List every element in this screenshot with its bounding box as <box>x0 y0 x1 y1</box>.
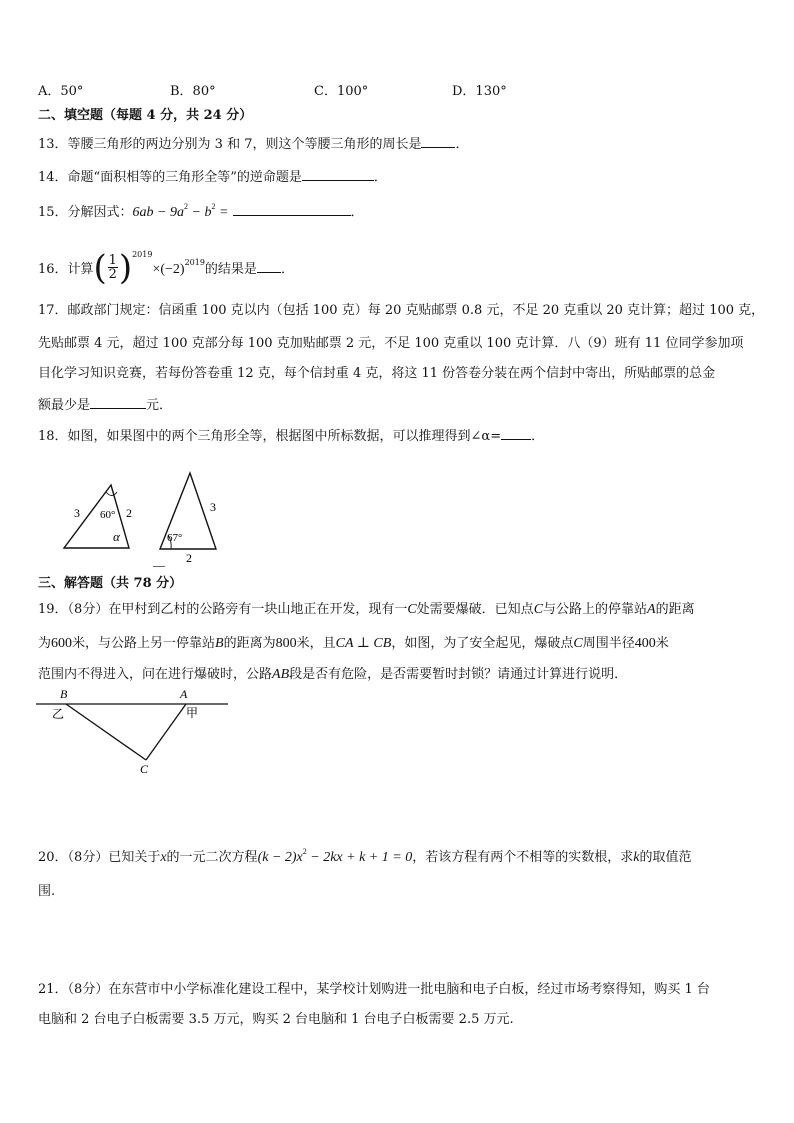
right-triangle-angle-67: 67° <box>167 532 183 544</box>
answer-options-row <box>38 84 738 100</box>
question-16-suffix: 的结果是 <box>204 262 257 277</box>
q19-point-c: C <box>573 636 583 651</box>
label-c: C <box>140 762 149 776</box>
q19-text-h: 米，且 <box>296 636 336 651</box>
label-jia: 甲 <box>186 706 199 720</box>
right-triangle-base-2: 2 <box>186 551 192 565</box>
expr-part-2: − b <box>188 205 212 220</box>
question-19-line-1 <box>38 602 695 618</box>
label-a: A <box>180 687 188 701</box>
power-2019-a: 2019 <box>132 250 153 259</box>
question-15-end: ． <box>350 205 364 220</box>
q19-text-d: 的距离 <box>655 602 695 617</box>
question-14-text: 14．命题“面积相等的三角形全等”的逆命题是 <box>38 170 302 185</box>
question-19-line-3 <box>38 667 627 683</box>
exponent-2: 2 <box>211 202 216 211</box>
option-c[interactable]: C．100° <box>314 84 369 99</box>
q19-distance-800: 800 <box>275 636 297 651</box>
times-minus-two: ×(−2) <box>152 262 185 277</box>
q19-text-i: ，如图，为了安全起见，爆破点 <box>391 636 574 651</box>
question-17-line-1: 17．邮政部门规定：信函重 100 克以内（包括 100 克）每 20 克贴邮票 0.8 元，不足 20 克重以 20 克计算；超过 100 克， <box>38 303 765 318</box>
question-15 <box>38 204 364 222</box>
numerator: 1 <box>108 253 117 268</box>
question-14 <box>38 169 387 186</box>
label-yi: 乙 <box>52 707 65 721</box>
option-d[interactable]: D．130° <box>452 84 507 99</box>
q20-text-a: 20．（8分）已知关于 <box>38 850 161 865</box>
question-18-text: 18．如图，如果图中的两个三角形全等，根据图中所标数据，可以推理得到∠α= <box>38 429 502 444</box>
question-17-line-2: 先贴邮票 4 元，超过 100 克部分每 100 克加贴邮票 2 元，不足 100 克重以 100 克计算．八（9）班有 11 位同学参加项 <box>38 336 744 351</box>
question-17-line-3: 目化学习知识竞赛，若每份答卷重 12 克，每个信封重 4 克，将这 11 份答卷分装在两个信封中寄出，所贴邮票的总金 <box>38 366 716 381</box>
left-triangle-angle-60: 60° <box>100 509 116 521</box>
answer-blank-16[interactable] <box>257 261 281 273</box>
answer-blank-15[interactable] <box>233 204 351 216</box>
expr-part-1: 6ab − 9a <box>132 205 184 220</box>
q19-text-b: 处需要爆破．已知点 <box>416 602 534 617</box>
question-17-last-text: 额最少是 <box>38 398 91 413</box>
section-2-title: 二、填空题（每题 4 分，共 24 分） <box>38 108 253 123</box>
question-18-end: ． <box>531 429 545 444</box>
denominator: 2 <box>108 267 117 282</box>
question-16-prefix: 16．计算 <box>38 262 94 277</box>
left-triangle-side-2: 2 <box>126 506 132 520</box>
q19-text-l: 范围内不得进入，问在进行爆破时，公路 <box>38 667 273 682</box>
segment-ac <box>146 704 186 760</box>
question-13-end: ． <box>455 137 469 152</box>
q20-text-d: 的取值范 <box>639 850 692 865</box>
answer-blank-17[interactable] <box>90 397 146 409</box>
question-19-line-2 <box>38 636 669 652</box>
q19-text-f: 米，与公路上另一停靠站 <box>72 636 216 651</box>
q19-perpendicular: CA ⊥ CB <box>335 636 392 651</box>
q19-text-a: 19．（8分）在甲村到乙村的公路旁有一块山地正在开发，现有一 <box>38 602 408 617</box>
question-13 <box>38 136 469 153</box>
q20-equation <box>257 847 413 865</box>
left-triangle-side-3: 3 <box>74 506 80 520</box>
q20-eq-part-1: (k − 2)x <box>257 850 303 865</box>
q20-var-k: k <box>633 850 640 865</box>
question-21-line-1: 21．（8分）在东营市中小学标准化建设工程中，某学校计划购进一批电脑和电子白板，经过市场考察得知，购买 1 台 <box>38 982 710 997</box>
label-b: B <box>60 687 68 701</box>
q20-text-b: 的一元二次方程 <box>166 850 258 865</box>
answer-blank-13[interactable] <box>421 136 455 148</box>
fraction-one-half <box>108 254 118 281</box>
q19-point-a: A <box>647 602 656 617</box>
q19-text-c: 与公路上的停靠站 <box>543 602 648 617</box>
question-13-text: 13．等腰三角形的两边分别为 3 和 7，则这个等腰三角形的周长是 <box>38 137 422 152</box>
q19-point-c: C <box>407 602 417 617</box>
question-14-end: ． <box>373 170 387 185</box>
exponent-1: 2 <box>184 202 188 211</box>
option-b[interactable]: B．80° <box>170 84 216 99</box>
left-paren: ( <box>93 247 107 288</box>
answer-blank-18[interactable] <box>501 428 531 440</box>
question-17-line-4 <box>38 397 172 414</box>
question-20-line-2: 围. <box>38 884 56 899</box>
equals-sign: = <box>215 205 229 220</box>
right-triangle-side-3: 3 <box>210 500 216 514</box>
right-paren: ) <box>118 247 133 288</box>
q19-text-k: 米 <box>655 636 669 651</box>
q19-segment-ab: AB <box>272 667 290 682</box>
q19-text-e: 为 <box>38 636 52 651</box>
figure-18-dash: __ <box>153 554 165 568</box>
figure-18-triangles <box>58 465 258 575</box>
alpha-label: α <box>113 529 120 544</box>
question-17-unit: 元． <box>146 398 173 413</box>
question-15-prefix: 15．分解因式： <box>38 205 133 220</box>
angle-arc-60 <box>106 492 117 496</box>
question-16 <box>38 244 294 288</box>
q20-text-c: ，若该方程有两个不相等的实数根，求 <box>412 850 634 865</box>
question-18 <box>38 428 544 445</box>
segment-bc <box>66 704 146 760</box>
question-21-line-2: 电脑和 2 台电子白板需要 3.5 万元，购买 2 台电脑和 1 台电子白板需要 2.5 万元. <box>38 1012 514 1027</box>
q19-text-j: 周围半径 <box>582 636 635 651</box>
answer-blank-14[interactable] <box>302 169 374 181</box>
question-20-line-1 <box>38 847 692 867</box>
question-16-end: ． <box>280 262 294 277</box>
factor-expression <box>132 202 229 220</box>
q19-text-g: 的距离为 <box>223 636 276 651</box>
q19-text-m: 段是否有危险，是否需要暂时封锁？请通过计算进行说明． <box>289 667 628 682</box>
q19-distance-600: 600 <box>51 636 73 651</box>
option-a[interactable]: A．50° <box>38 84 84 99</box>
q20-var-x: x <box>160 850 167 865</box>
section-3-title: 三、解答题（共 78 分） <box>38 576 183 591</box>
q20-square: 2 <box>302 847 307 856</box>
power-2019-b: 2019 <box>184 258 205 267</box>
figure-19-road-diagram <box>36 686 236 778</box>
q19-point-b: B <box>215 636 224 651</box>
q19-point-c: C <box>533 602 544 617</box>
q19-radius-400: 400 <box>634 636 656 651</box>
q20-eq-part-2: − 2kx + k + 1 = 0 <box>306 850 413 865</box>
